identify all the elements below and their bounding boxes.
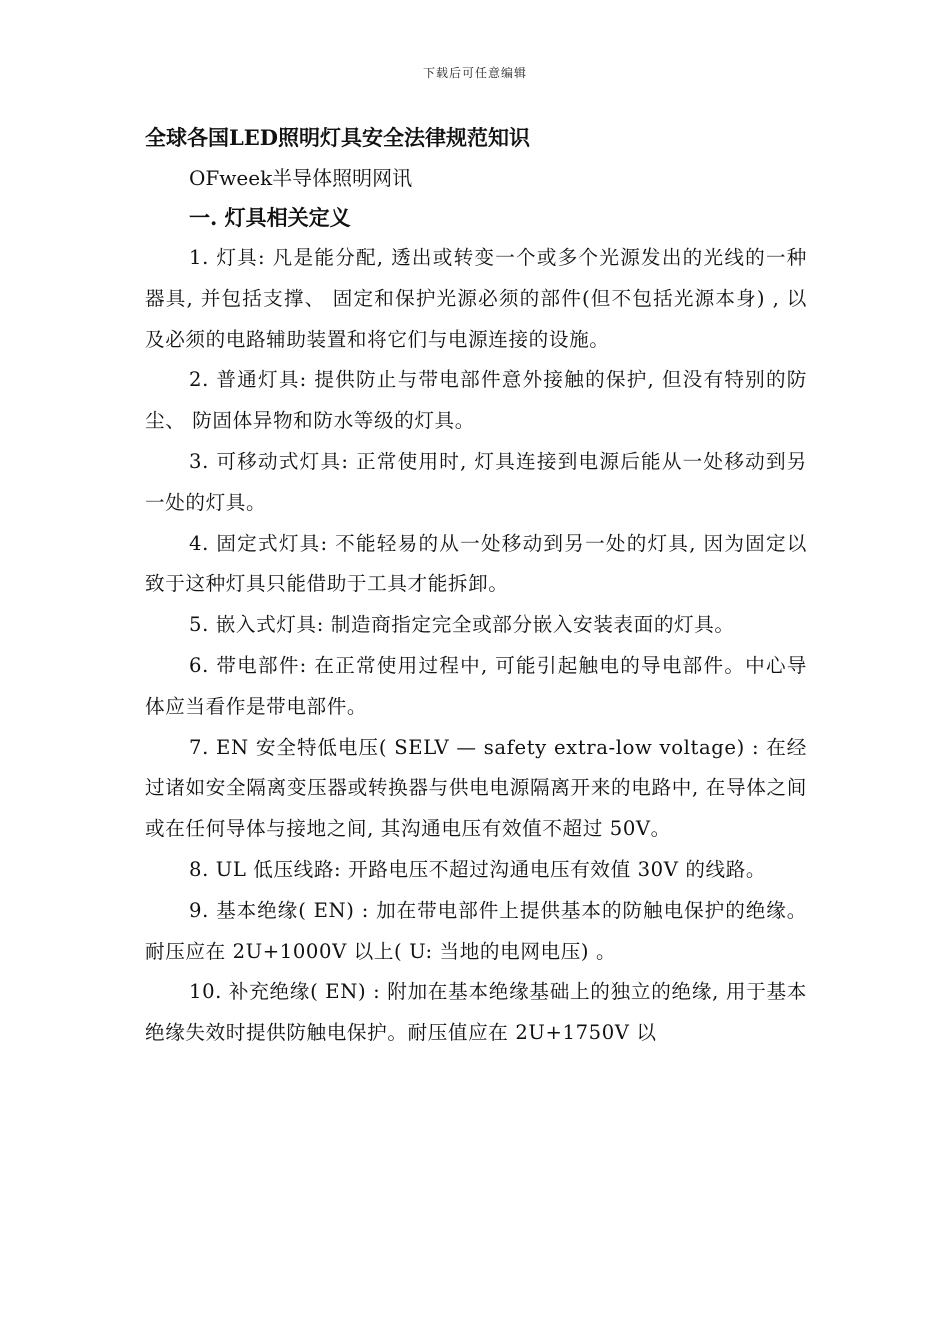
definition-paragraph: 3. 可移动式灯具: 正常使用时, 灯具连接到电源后能从一处移动到另一处的灯具。 bbox=[145, 449, 807, 514]
definition-paragraph: 10. 补充绝缘( EN) : 附加在基本绝缘基础上的独立的绝缘, 用于基本绝缘失效时提供防触电保护。耐压值应在 2U+1750V 以 bbox=[145, 980, 807, 1045]
definition-paragraph: 8. UL 低压线路: 开路电压不超过沟通电压有效值 30V 的线路。 bbox=[189, 857, 767, 881]
definition-paragraph: 5. 嵌入式灯具: 制造商指定完全或部分嵌入安装表面的灯具。 bbox=[189, 613, 735, 637]
definition-paragraph: 2. 普通灯具: 提供防止与带电部件意外接触的保护, 但没有特别的防尘、 防固体异物和防水等级的灯具。 bbox=[145, 368, 807, 433]
source-line: OFweek半导体照明网讯 bbox=[189, 166, 413, 190]
page-header-note: 下载后可任意编辑 bbox=[422, 66, 527, 80]
section-heading: 一. 灯具相关定义 bbox=[189, 205, 351, 230]
definition-paragraph: 9. 基本绝缘( EN) : 加在带电部件上提供基本的防触电保护的绝缘。耐压应在 2U+1000V 以上( U: 当地的电网电压) 。 bbox=[145, 898, 807, 963]
definition-paragraph: 4. 固定式灯具: 不能轻易的从一处移动到另一处的灯具, 因为固定以致于这种灯具只能借助于工具才能拆卸。 bbox=[145, 531, 807, 596]
document-body bbox=[145, 118, 807, 1054]
document-title: 全球各国LED照明灯具安全法律规范知识 bbox=[145, 125, 530, 150]
definition-paragraph: 1. 灯具: 凡是能分配, 透出或转变一个或多个光源发出的光线的一种器具, 并包括支撑、 固定和保护光源必须的部件(但不包括光源本身) , 以及必须的电路辅助装置和将它们与电源连接的设施。 bbox=[145, 246, 807, 351]
definition-paragraph: 6. 带电部件: 在正常使用过程中, 可能引起触电的导电部件。中心导体应当看作是带电部件。 bbox=[145, 653, 807, 718]
definition-paragraph: 7. EN 安全特低电压( SELV — safety extra-low voltage) : 在经过诸如安全隔离变压器或转换器与供电电源隔离开来的电路中, 在导体之间或在任何导体与接地之间, 其沟通电压有效值不超过 50V。 bbox=[145, 735, 807, 841]
